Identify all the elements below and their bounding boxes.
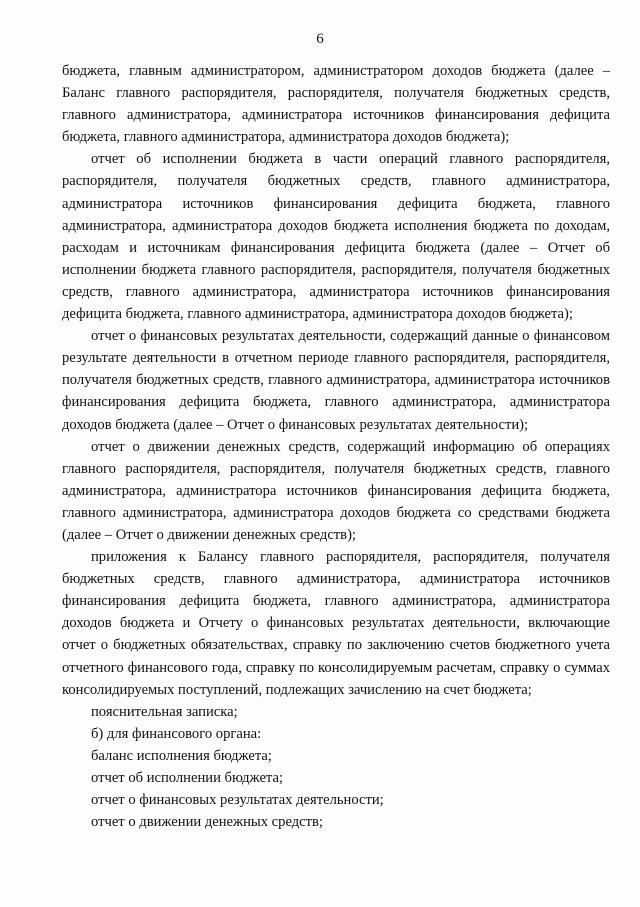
paragraph-financial-results-report: отчет о финансовых результатах деятельности, содержащий данные о финансовом результате деятельности в отчетном периоде главного распорядителя, распорядителя, получателя бюджетных средств, главного администратора, администратора источников финансирования дефицита бюджета, главного администратора, администратора доходов бюджета (далее – Отчет о финансовых результатах деятельности); [62, 328, 610, 433]
list-item-budget-execution-report: отчет об исполнении бюджета; [91, 770, 284, 786]
document-body [62, 60, 610, 833]
page-number: 6 [316, 31, 324, 47]
list-item-budget-balance: баланс исполнения бюджета; [91, 747, 272, 764]
list-item-financial-results-report: отчет о финансовых результатах деятельности; [91, 792, 384, 809]
paragraph-financial-body-heading: б) для финансового органа: [91, 725, 262, 742]
paragraph-balance-continuation: бюджета, главным администратором, администратором доходов бюджета (далее – Баланс главного распорядителя, распорядителя, получателя бюджетных средств, главного администратора, администратора источников финансирования дефицита бюджета, главного администратора, администратора доходов бюджета); [62, 63, 610, 146]
paragraph-explanatory-note: пояснительная записка; [91, 703, 238, 720]
paragraph-budget-execution-report: отчет об исполнении бюджета в части операций главного распорядителя, распорядителя, получателя бюджетных средств, главного администратора, администратора источников финансирования дефицита бюджета, главного администратора, администратора доходов бюджета исполнения бюджета по доходам, расходам и источникам финансирования дефицита бюджета (далее – Отчет об исполнении бюджета главного распорядителя, распорядителя, получателя бюджетных средств, главного администратора, администратора источников финансирования дефицита бюджета, главного администратора, администратора доходов бюджета); [62, 151, 610, 323]
paragraph-balance-appendices: приложения к Балансу главного распорядителя, распорядителя, получателя бюджетных средств, главного администратора, администратора источников финансирования дефицита бюджета, главного администратора, администратора доходов бюджета и Отчету о финансовых результатах деятельности, включающие отчет о бюджетных обязательствах, справку по заключению счетов бюджетного учета отчетного финансового года, справку по консолидируемым расчетам, справку о суммах консолидируемых поступлений, подлежащих зачислению на счет бюджета; [62, 549, 610, 698]
paragraph-cash-flow-report: отчет о движении денежных средств, содержащий информацию об операциях главного распорядителя, распорядителя, получателя бюджетных средств, главного администратора, администратора источников финансирования дефицита бюджета, главного администратора, администратора доходов бюджета со средствами бюджета (далее – Отчет о движении денежных средств); [62, 438, 610, 543]
list-item-cash-flow-report: отчет о движении денежных средств; [91, 814, 323, 831]
